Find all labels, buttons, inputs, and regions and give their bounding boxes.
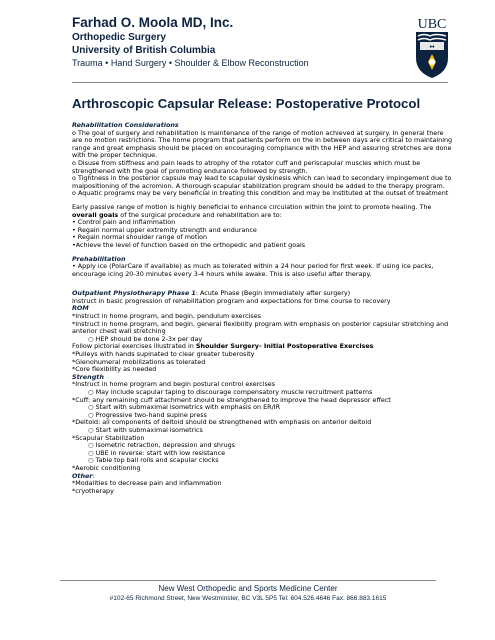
list-item: *Glenohumeral mobilizations as tolerated	[72, 357, 206, 366]
scap-item: *Scapular Stabilization	[72, 433, 145, 442]
page-title: Arthroscopic Capsular Release: Postoperative Protocol	[72, 96, 421, 111]
scap-sub: ○ UBE in reverse: start with low resistance	[88, 448, 226, 457]
strength-item: *Instruct in home program and begin postural control exercises	[72, 380, 276, 389]
department: Orthopedic Surgery	[72, 32, 166, 43]
prehab-text: • Apply ice (PolarCare if available) as much as tolerated within a 24 hour period for first week. If using ice packs, encourage icing 20-30 minutes every 3-4 hours while awake. This is also useful after therapy.	[72, 262, 434, 278]
goal-item: • Regain normal shoulder range of motion	[72, 233, 208, 242]
rom-item: *Instruct in home program, and begin, pendulum exercises	[72, 312, 261, 321]
footer-clinic: New West Orthopedic and Sports Medicine Center	[158, 584, 338, 593]
ubc-logo	[412, 14, 452, 80]
university: University of British Columbia	[72, 45, 216, 56]
header-divider	[72, 82, 448, 83]
follow-text: Follow pictorial exercises illustrated in Shoulder Surgery- Initial Postoperative Exercises	[72, 342, 374, 351]
cuff-sub: ○ Progressive two-hand supine press	[88, 410, 207, 419]
other-label: Other:	[72, 471, 95, 480]
list-item: *Core flexibility as needed	[72, 365, 157, 374]
rehab-item: o Aquatic programs may be very beneficial in treating this condition and may be instituted at the outset of treatment	[72, 189, 449, 198]
cuff-sub: ○ Start with submaximal isometrics with emphasis on ER/IR	[88, 403, 281, 412]
footer	[60, 584, 436, 604]
scap-sub: ○ Isometric retraction, depression and shrugs	[88, 441, 236, 450]
deltoid-sub: ○ Start with submaximal isometrics	[88, 425, 203, 434]
other-item: *cryotherapy	[72, 486, 114, 495]
phase1-instruct: Instruct in basic progression of rehabilitation program and expectations for time course to recovery	[72, 296, 391, 305]
rom-label: ROM	[72, 304, 89, 313]
rom-item: *Instruct in home program, and begin, general flexibility program with emphasis on posterior capsular stretching and anterior chest wall stretching	[72, 319, 449, 336]
goals-intro: Early passive range of motion is highly beneficial to enhance circulation within the joint to promote healing. The overall goals of the surgical procedure and rehabilitation are to:	[72, 202, 432, 219]
prehab-heading: Prehabilitation	[72, 254, 126, 263]
rehab-heading: Rehabilitation Considerations	[72, 121, 179, 129]
aerobic-item: *Aerobic conditioning	[72, 463, 141, 472]
strength-sub: ○ May include scapular taping to discourage compensatory muscle recruitment patterns	[88, 388, 373, 396]
document-body	[72, 122, 454, 495]
footer-divider	[60, 580, 436, 581]
logo-text: UBC	[417, 17, 447, 32]
rehab-item: o The goal of surgery and rehabilitation is maintenance of the range of motion achieved at surgery. In general there are no motion restrictions. The home program that patients perform on the in between days are critical to maintaining range and great emphasis should be placed on encouraging compliance with the HEP and assuring stretches are done with the proper technique.	[72, 128, 453, 160]
deltoid-item: *Deltoid: all components of deltoid should be strengthened with emphasis on anterior deltoid	[72, 418, 372, 427]
rehab-item: o Disuse from stiffness and pain leads to atrophy of the rotator cuff and periscapular muscles which must be strengthened with the goal of promoting endurance followed by strength.	[72, 158, 421, 175]
scap-sub: ○ Table top ball rolls and scapular clocks	[88, 456, 219, 465]
cuff-item: *Cuff: any remaining cuff attachment should be strengthened to improve the head depressor effect	[72, 395, 391, 404]
hep-item: ○ HEP should be done 2-3x per day	[88, 334, 203, 343]
footer-address: #102-65 Richmond Street, New Westminster, BC V3L 5P5 Tel: 604.526.4646 Fax: 866.883.1615	[109, 595, 387, 602]
other-item: *Modalities to decrease pain and inflammation	[72, 479, 222, 488]
letterhead	[72, 14, 412, 69]
rehab-item: o Tightness in the posterior capsule may lead to scapular dyskinesis which can lead to secondary impingement due to malpositioning of the acromion. A thorough scapular stabilization program should be added to the therapy program.	[72, 174, 452, 190]
strength-label: Strength	[72, 372, 104, 381]
phase1-heading: Outpatient Physiotherapy Phase 1: Acute Phase (Begin Immediately after surgery)	[72, 289, 351, 298]
goal-item: • Regain normal upper extremity strength and endurance	[72, 225, 257, 234]
goal-item: • Control pain and inflammation	[72, 218, 176, 227]
goal-item: •Achieve the level of function based on the orthopedic and patient goals	[72, 240, 306, 249]
doctor-name: Farhad O. Moola MD, Inc.	[72, 15, 234, 30]
specialties: Trauma • Hand Surgery • Shoulder & Elbow Reconstruction	[72, 58, 309, 68]
list-item: *Pulleys with hands supinated to clear greater tuberosity	[72, 350, 255, 359]
svg-text:♦♦: ♦♦	[429, 44, 435, 50]
